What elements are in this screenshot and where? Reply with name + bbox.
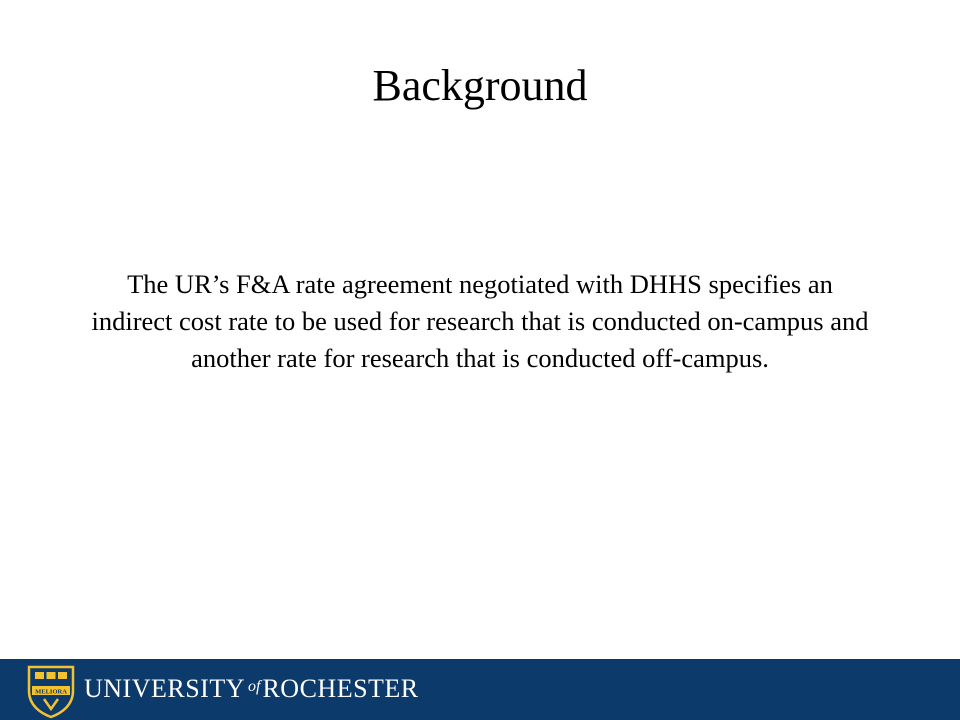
slide-body-text: The UR’s F&A rate agreement negotiated with DHHS specifies an indirect cost rate to be used for research that is conducted on-campus and another rate for research that is conducted off-campus. (91, 269, 869, 373)
university-wordmark (84, 671, 419, 707)
wordmark-university: UNIVERSITY (84, 674, 245, 703)
slide-title: Background (372, 61, 588, 110)
university-shield-icon (26, 665, 76, 719)
wordmark-of: of (248, 678, 261, 695)
footer-bar (0, 659, 960, 720)
wordmark-rochester: ROCHESTER (262, 674, 419, 703)
shield-motto: MELIORA (35, 688, 67, 696)
